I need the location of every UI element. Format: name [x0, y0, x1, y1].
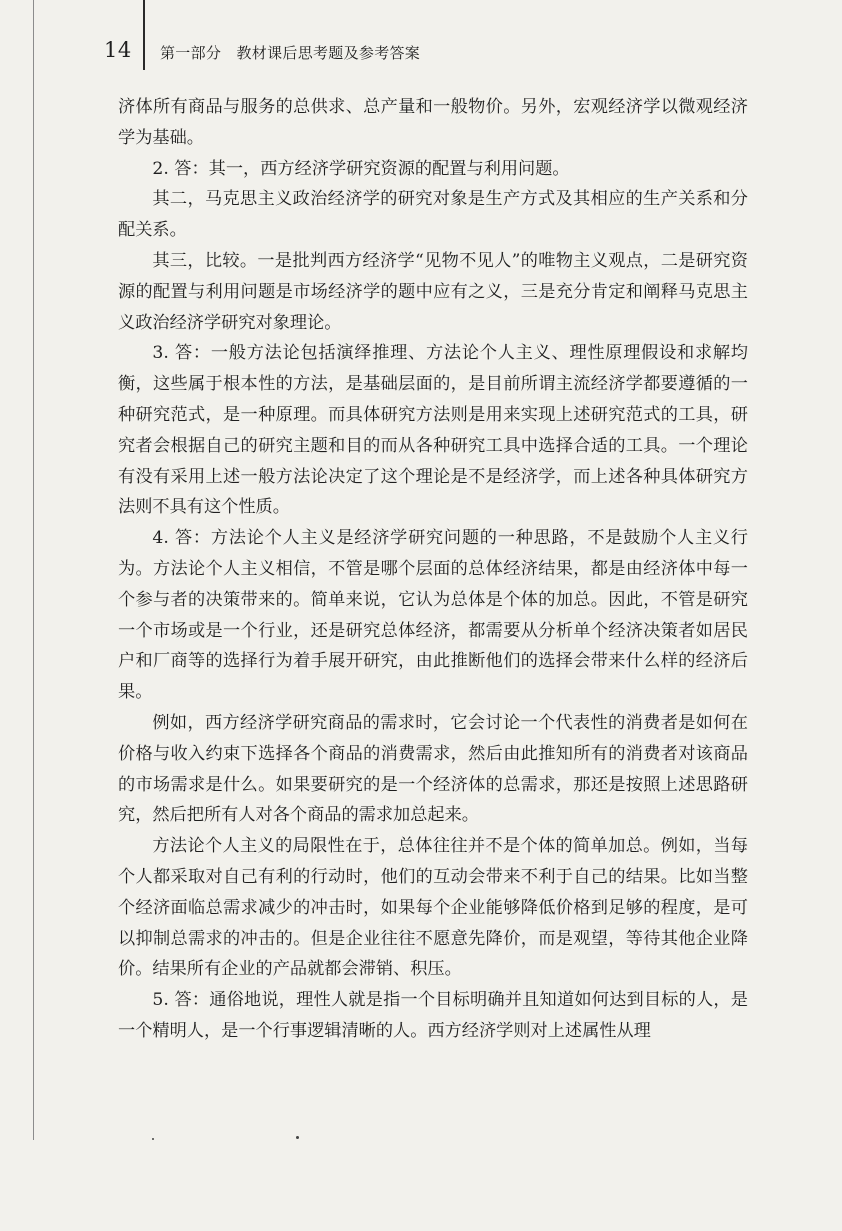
paragraph: 济体所有商品与服务的总供求、总产量和一般物价。另外，宏观经济学以微观经济学为基础。 — [118, 97, 748, 148]
page-number: 14 — [104, 38, 132, 62]
body-text — [118, 92, 748, 1047]
paragraph: 例如，西方经济学研究商品的需求时，它会讨论一个代表性的消费者是如何在价格与收入约束下选择各个商品的消费需求，然后由此推知所有的消费者对该商品的市场需求是什么。如果要研究的是一个经济体的总需求，那还是按照上述思路研究，然后把所有人对各个商品的需求加总起来。 — [118, 712, 748, 826]
paragraph: 5. 答：通俗地说，理性人就是指一个目标明确并且知道如何达到目标的人，是一个精明人，是一个行事逻辑清晰的人。西方经济学则对上述属性从理 — [118, 990, 748, 1041]
header-divider — [143, 0, 145, 70]
paragraph: 2. 答：其一，西方经济学研究资源的配置与利用问题。 — [152, 158, 570, 179]
paragraph: 4. 答：方法论个人主义是经济学研究问题的一种思路，不是鼓励个人主义行为。方法论个人主义相信，不管是哪个层面的总体经济结果，都是由经济体中每一个参与者的决策带来的。简单来说，它认为总体是个体的加总。因此，不管是研究一个市场或是一个行业，还是研究总体经济，都需要从分析单个经济决策者如居民户和厂商等的选择行为着手展开研究，由此推断他们的选择会带来什么样的经济后果。 — [118, 528, 748, 703]
paragraph: 方法论个人主义的局限性在于，总体往往并不是个体的简单加总。例如，当每个人都采取对自己有利的行动时，他们的互动会带来不利于自己的结果。比如当整个经济面临总需求减少的冲击时，如果每个企业能够降低价格到足够的程度，是可以抑制总需求的冲击的。但是企业往往不愿意先降价，而是观望，等待其他企业降价。结果所有企业的产品就都会滞销、积压。 — [118, 836, 748, 980]
paragraph: 3. 答：一般方法论包括演绎推理、方法论个人主义、理性原理假设和求解均衡，这些属于根本性的方法，是基础层面的，是目前所谓主流经济学都要遵循的一种研究范式，是一种原理。而具体研究方法则是用来实现上述研究范式的工具，研究者会根据自己的研究主题和目的而从各种研究工具中选择合适的工具。一个理论有没有采用上述一般方法论决定了这个理论是不是经济学，而上述各种具体研究方法则不具有这个性质。 — [118, 343, 748, 518]
running-head: 第一部分 教材课后思考题及参考答案 — [160, 44, 421, 62]
binding-margin-line — [33, 0, 34, 1140]
scan-speck — [152, 1138, 154, 1140]
scan-speck — [296, 1136, 299, 1139]
paragraph: 其二，马克思主义政治经济学的研究对象是生产方式及其相应的生产关系和分配关系。 — [118, 189, 748, 241]
paragraph: 其三，比较。一是批判西方经济学“见物不见人”的唯物主义观点，二是研究资源的配置与利用问题是市场经济学的题中应有之义，三是充分肯定和阐释马克思主义政治经济学研究对象理论。 — [118, 250, 748, 333]
